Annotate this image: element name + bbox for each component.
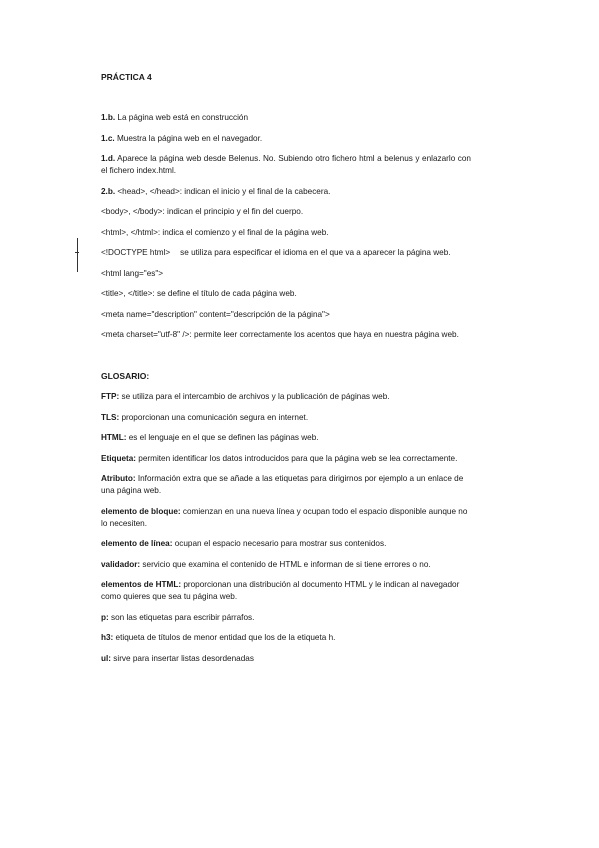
glossary-item [101,453,471,465]
glossary-def: permiten identificar los datos introducidos para que la página web se lea correctamente. [136,453,458,463]
glossary-item [101,432,471,444]
tag-title: <title>, </title>: se define el título de cada página web. [101,289,297,298]
glossary-def: proporcionan una comunicación segura en internet. [119,412,309,422]
glossary-item [101,412,471,424]
glossary-title: GLOSARIO: [101,371,150,381]
glossary-term: HTML: [101,433,127,442]
glossary-item [101,632,471,644]
glossary-item [101,579,471,603]
item-2b [101,186,471,198]
glossary-def: es el lenguaje en el que se definen las páginas web. [126,433,319,442]
glossary-term: validador: [101,559,141,569]
tag-meta-charset: <meta charset="utf-8" />: permite leer correctamente los acentos que haya en nuestra página web. [101,330,459,339]
brace-bracket [71,238,78,272]
tag-body: <body>, </body>: indican el principio y el fin del cuerpo. [101,207,304,216]
glossary-def: son las etiquetas para escribir párrafos. [108,612,255,622]
glossary-def: se utiliza para el intercambio de archivos y la publicación de páginas web. [119,392,390,401]
glossary-term: p: [101,612,109,622]
doctype-line: <!DOCTYPE html> [101,248,171,257]
item-text: Aparece la página web desde Belenus. No. Subiendo otro fichero html a belenus y enlazarlo con el fichero index.html. [101,154,471,175]
doctype-row [101,247,471,259]
glossary-def: servicio que examina el contenido de HTML e informan de si tiene errores o no. [140,559,431,569]
glossary-def: proporcionan una distribución al documento HTML y le indican al navegador como quieres que sea tu página web. [101,580,460,601]
item-1c [101,133,471,145]
item-label: 2.b. [101,186,116,196]
glossary-term: elemento de línea: [101,539,173,548]
item-text: Muestra la página web en el navegador. [114,133,263,143]
glossary-term: ul: [101,653,112,663]
glossary-term: elemento de bloque: [101,506,181,516]
document-content [101,72,471,673]
item-label: 1.c. [101,133,115,143]
tag-html: <html>, </html>: indica el comienzo y el final de la página web. [101,227,329,237]
glossary-def: sirve para insertar listas desordenadas [111,653,254,663]
glossary-term: elementos de HTML: [101,580,182,589]
glossary-term: FTP: [101,392,120,401]
glossary-def: Información extra que se añade a las etiquetas para dirigirnos por ejemplo a un enlace de una página web. [101,474,464,495]
html-lang-line: <html lang="es"> [101,268,164,278]
glossary-def: ocupan el espacio necesario para mostrar sus contenidos. [172,539,387,548]
glossary-term: h3: [101,633,114,642]
glossary-item [101,473,471,497]
glossary-item [101,612,471,624]
glossary-item [101,559,471,571]
item-text: <head>, </head>: indican el inicio y el final de la cabecera. [115,186,331,196]
item-1d [101,153,471,177]
item-label: 1.b. [101,113,116,122]
glossary-term: TLS: [101,412,120,422]
doctype-desc: se utiliza para especificar el idioma en el que va a aparecer la página web. [180,248,451,257]
glossary-def: etiqueta de títulos de menor entidad que los de la etiqueta h. [113,633,336,642]
tag-meta-description: <meta name="description" content="descripción de la página"> [101,309,330,319]
glossary-item [101,538,471,550]
glossary-item [101,391,471,403]
item-1b [101,112,471,124]
glossary-def: comienzan en una nueva línea y ocupan todo el espacio disponible aunque no lo necesiten. [101,506,468,528]
brace-bracket-tip [75,252,79,253]
glossary-term: Atributo: [101,474,136,483]
glossary-item [101,506,471,530]
item-text: La página web está en construcción [115,113,249,122]
item-label: 1.d. [101,154,116,163]
glossary-term: Etiqueta: [101,453,137,463]
glossary-item [101,653,471,665]
page-title: PRÁCTICA 4 [101,72,152,82]
